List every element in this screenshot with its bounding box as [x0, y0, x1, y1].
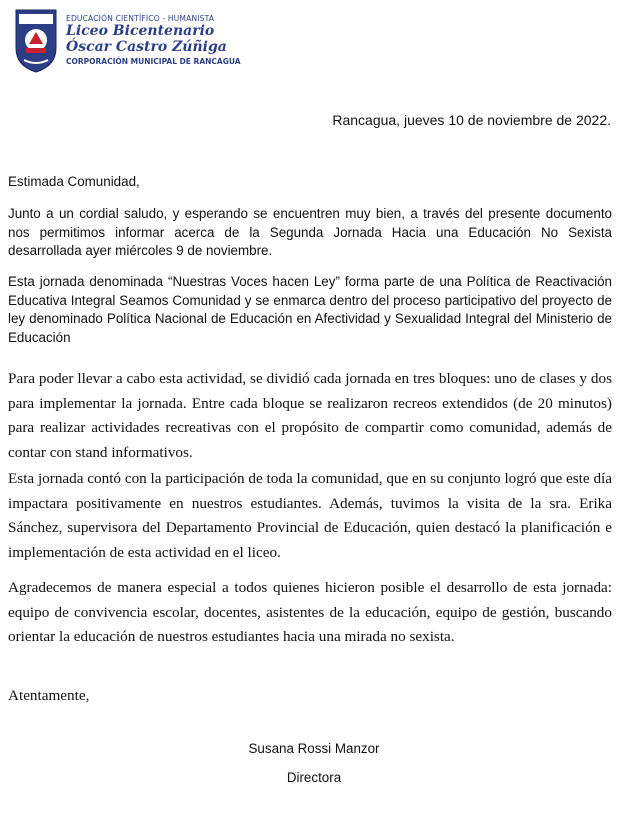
paragraph-4: Esta jornada contó con la participación de toda la comunidad, que en su conjunto logró que este día impactara positivamente en nuestros estudiantes. Además, tuvimos la visita de la sra. Erika Sánchez, supervisora del Departamento Provincial de Educación, quien destacó la planificación e implementación de esta actividad en el liceo.	[8, 470, 612, 561]
paragraph-2: Esta jornada denominada “Nuestras Voces hacen Ley” forma parte de una Política de Reactivación Educativa Integral Seamos Comunidad y se enmarca dentro del proceso participativo del proyecto de ley denominado Política Nacional de Educación en Afectividad y Sexualidad Integral del Ministerio de Educación	[8, 274, 612, 345]
letter-date: Rancagua, jueves 10 de noviembre de 2022.	[332, 112, 611, 128]
greeting: Estimada Comunidad,	[8, 174, 140, 189]
letterhead-text	[66, 14, 241, 66]
letterhead-subtitle: EDUCACIÓN CIENTÍFICO - HUMANISTA	[66, 14, 215, 23]
letterhead	[12, 8, 312, 78]
school-name-line1: Liceo Bicentenario	[66, 23, 215, 39]
school-name-line2: Óscar Castro Zúñiga	[66, 39, 227, 55]
paragraph-5: Agradecemos de manera especial a todos quienes hicieron posible el desarrollo de esta jornada: equipo de convivencia escolar, docentes, asistentes de la educación, equipo de gestión, buscando orientar la educación de nuestros estudiantes hacia una mirada no sexista.	[8, 579, 612, 645]
paragraph-3: Para poder llevar a cabo esta actividad, se dividió cada jornada en tres bloques: uno de clases y dos para implementar la jornada. Entre cada bloque se realizaron recreos extendidos (de 20 minutos) para realizar actividades recreativas con el propósito de compartir como comunidad, además de contar con stand informativos.	[8, 370, 612, 461]
school-crest-icon	[12, 8, 60, 74]
paragraph-1: Junto a un cordial saludo, y esperando se encuentren muy bien, a través del presente documento nos permitimos informar acerca de la Segunda Jornada Hacia una Educación No Sexista desarrollada ayer miércoles 9 de noviembre.	[8, 206, 612, 258]
signer-name: Susana Rossi Manzor	[248, 741, 380, 756]
closing: Atentamente,	[8, 687, 90, 704]
corporation-name: CORPORACIÓN MUNICIPAL DE RANCAGUA	[66, 57, 241, 66]
signer-title: Directora	[286, 770, 342, 785]
